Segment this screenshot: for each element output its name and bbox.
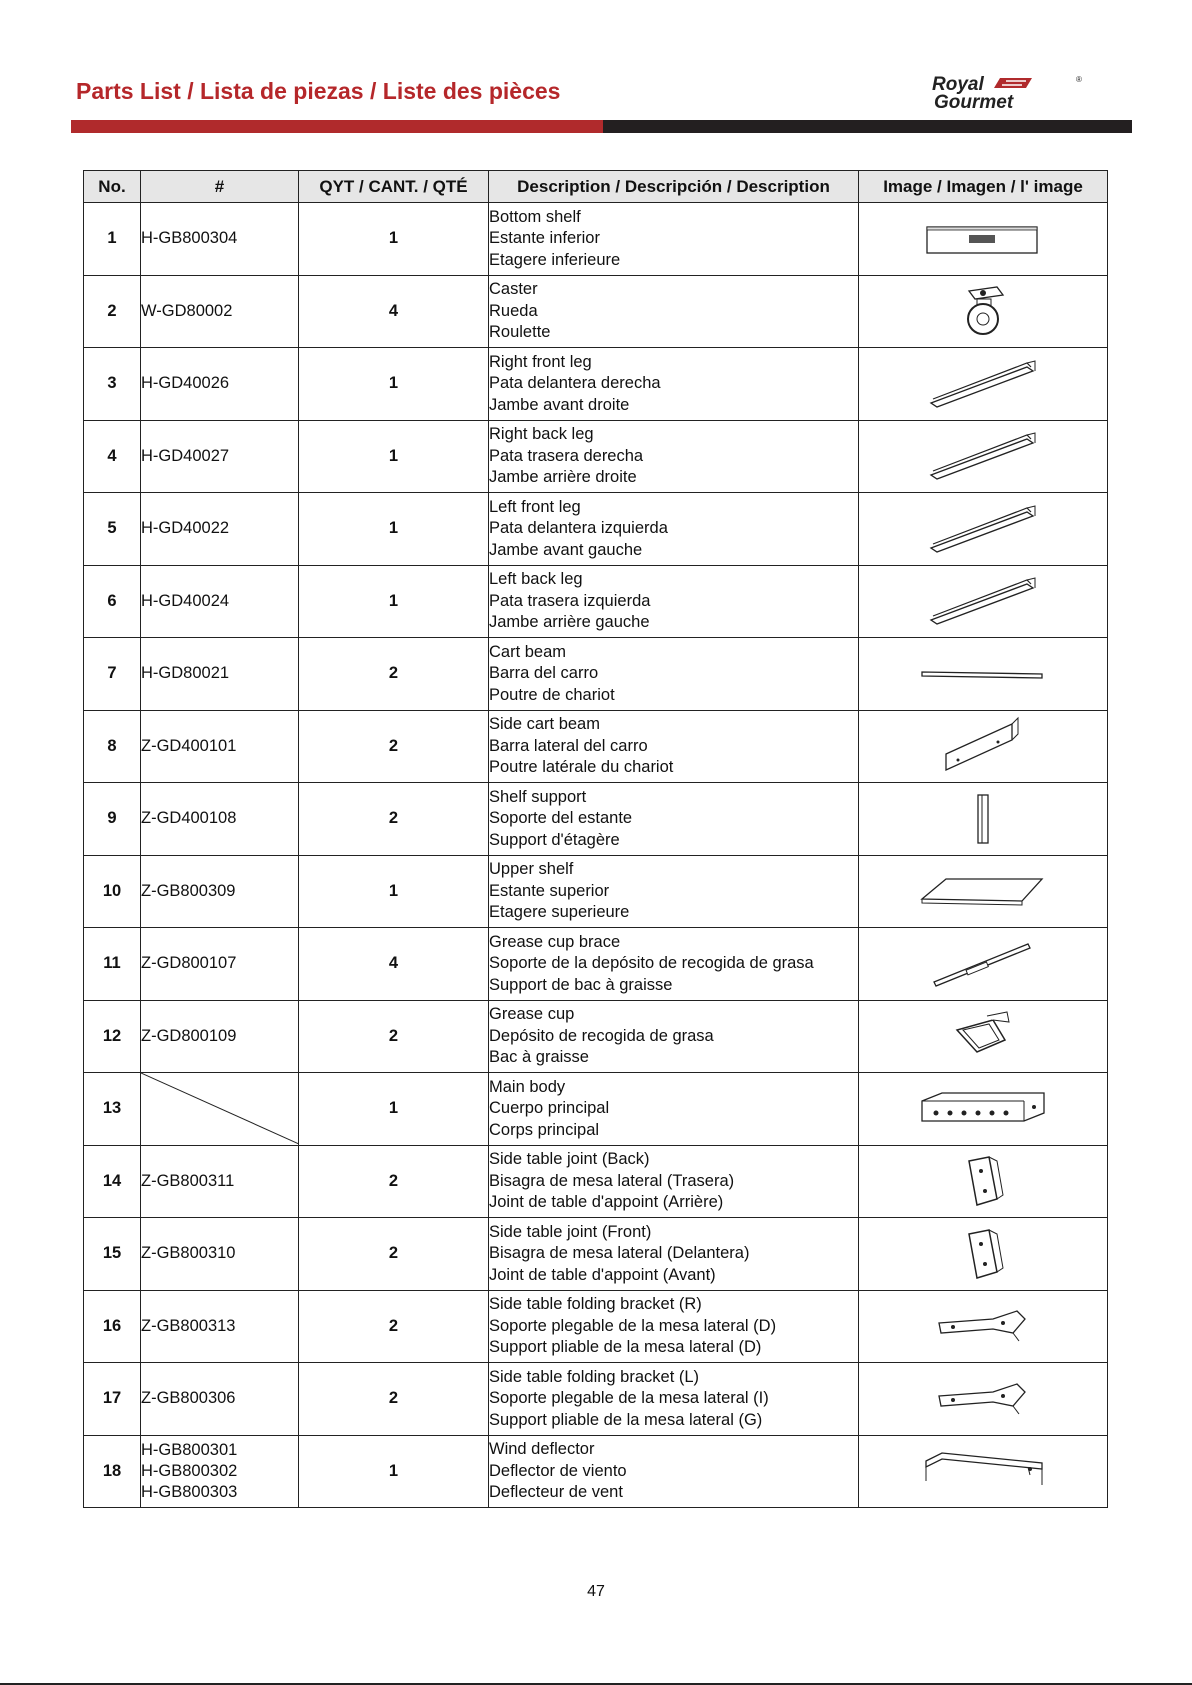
description-en: Shelf support — [489, 787, 587, 806]
description-fr: Poutre latérale du chariot — [489, 758, 674, 776]
description-en: Side table folding bracket (L) — [489, 1367, 700, 1386]
quantity-cell: 4 — [299, 928, 489, 1001]
description-fr: Support d'étagère — [489, 830, 620, 849]
quantity-cell: 1 — [299, 565, 489, 638]
table-row — [84, 928, 1108, 1001]
part-code-cell — [141, 855, 299, 928]
description-cell — [489, 1145, 859, 1218]
description-cell — [489, 1000, 859, 1073]
image-cell — [859, 348, 1108, 421]
description-fr: Jambe arrière droite — [489, 468, 637, 486]
part-code: H-GB800302 — [141, 1461, 238, 1480]
caster-icon — [953, 283, 1013, 339]
description-es: Soporte plegable de la mesa lateral (I) — [489, 1389, 769, 1407]
table-row — [84, 348, 1108, 421]
bracket-icon — [933, 1303, 1033, 1349]
header-quantity: QYT / CANT. / QTÉ — [299, 171, 489, 203]
header-no: No. — [84, 171, 141, 203]
description-fr: Etagere superieure — [489, 903, 630, 921]
part-code: H-GD40022 — [141, 519, 230, 538]
image-cell — [859, 928, 1108, 1001]
description-en: Cart beam — [489, 642, 567, 661]
table-row — [84, 855, 1108, 928]
part-code-cell — [141, 348, 299, 421]
quantity-cell: 2 — [299, 1218, 489, 1291]
description-en: Left front leg — [489, 497, 581, 516]
header-bar-black — [603, 120, 1132, 133]
part-code: Z-GB800311 — [141, 1171, 235, 1190]
quantity-cell: 1 — [299, 420, 489, 493]
description-fr: Joint de table d'appoint (Avant) — [489, 1265, 716, 1284]
description-en: Main body — [489, 1077, 566, 1096]
description-cell — [489, 783, 859, 856]
description-fr: Etagere inferieure — [489, 250, 621, 269]
image-cell — [859, 710, 1108, 783]
quantity-cell: 2 — [299, 638, 489, 711]
description-es: Bisagra de mesa lateral (Trasera) — [489, 1171, 735, 1190]
description-es: Barra del carro — [489, 664, 599, 682]
description-cell — [489, 203, 859, 276]
image-cell — [859, 275, 1108, 348]
description-fr: Bac à graisse — [489, 1048, 589, 1066]
description-cell — [489, 1218, 859, 1291]
table-row — [84, 1363, 1108, 1436]
description-cell — [489, 1290, 859, 1363]
part-code: Z-GB800313 — [141, 1316, 236, 1335]
image-cell — [859, 638, 1108, 711]
table-row — [84, 710, 1108, 783]
royal-gourmet-logo — [930, 72, 1100, 112]
part-code-cell — [141, 275, 299, 348]
part-code-cell — [141, 1290, 299, 1363]
part-code: Z-GD400108 — [141, 809, 237, 828]
description-en: Right back leg — [489, 425, 594, 443]
description-cell — [489, 638, 859, 711]
row-number: 15 — [84, 1218, 141, 1291]
table-row — [84, 203, 1108, 276]
table-row — [84, 565, 1108, 638]
wind-deflector-icon — [918, 1449, 1048, 1493]
side-beam-icon — [938, 714, 1028, 778]
description-fr: Jambe avant gauche — [489, 540, 643, 559]
logo-text-line2: Gourmet — [934, 92, 1014, 112]
part-code-cell — [141, 565, 299, 638]
image-cell — [859, 565, 1108, 638]
description-en: Side cart beam — [489, 715, 600, 733]
part-code-cell — [141, 420, 299, 493]
table-row — [84, 1000, 1108, 1073]
quantity-cell: 2 — [299, 1290, 489, 1363]
quantity-cell: 1 — [299, 203, 489, 276]
part-code: H-GB800304 — [141, 229, 238, 248]
header-image: Image / Imagen / l' image — [859, 171, 1108, 203]
description-es: Pata trasera izquierda — [489, 591, 651, 610]
page-title: Parts List / Lista de piezas / Liste des pièces — [76, 78, 561, 104]
description-es: Soporte de la depósito de recogida de grasa — [489, 954, 814, 972]
part-code-cell — [141, 928, 299, 1001]
row-number: 11 — [84, 928, 141, 1001]
shelf-support-icon — [973, 791, 993, 847]
image-cell — [859, 1435, 1108, 1508]
description-en: Side table joint (Back) — [489, 1150, 650, 1168]
description-fr: Support pliable de la mesa lateral (D) — [489, 1338, 762, 1356]
description-es: Soporte plegable de la mesa lateral (D) — [489, 1316, 777, 1335]
table-header-row — [84, 171, 1108, 203]
row-number: 9 — [84, 783, 141, 856]
description-fr: Support pliable de la mesa lateral (G) — [489, 1410, 763, 1429]
empty-cell-diagonal — [141, 1073, 299, 1144]
part-code-cell — [141, 710, 299, 783]
header-bar-red — [71, 120, 603, 133]
bracket-icon — [933, 1376, 1033, 1422]
table-row — [84, 638, 1108, 711]
logo-registered-mark: ® — [1076, 75, 1082, 84]
description-es: Pata delantera izquierda — [489, 519, 668, 537]
description-cell — [489, 855, 859, 928]
part-code: H-GD40027 — [141, 446, 230, 465]
image-cell — [859, 855, 1108, 928]
leg-icon — [923, 429, 1043, 483]
image-cell — [859, 1000, 1108, 1073]
header-description: Description / Descripción / Description — [489, 171, 859, 203]
leg-icon — [923, 502, 1043, 556]
quantity-cell: 2 — [299, 783, 489, 856]
description-cell — [489, 710, 859, 783]
part-code: Z-GD800109 — [141, 1026, 237, 1045]
quantity-cell: 1 — [299, 1435, 489, 1508]
description-es: Estante inferior — [489, 229, 600, 247]
description-es: Bisagra de mesa lateral (Delantera) — [489, 1244, 750, 1262]
table-row — [84, 275, 1108, 348]
logo-flame-icon — [994, 78, 1032, 88]
description-en: Upper shelf — [489, 860, 574, 878]
table-row — [84, 420, 1108, 493]
description-cell — [489, 928, 859, 1001]
upper-shelf-icon — [918, 871, 1048, 911]
row-number: 1 — [84, 203, 141, 276]
page-number: 47 — [587, 1583, 605, 1600]
description-es: Depósito de recogida de grasa — [489, 1026, 714, 1045]
part-code: Z-GD400101 — [141, 736, 237, 755]
description-es: Estante superior — [489, 881, 610, 900]
quantity-cell: 2 — [299, 1145, 489, 1218]
part-code: Z-GB800309 — [141, 881, 236, 900]
quantity-cell: 2 — [299, 1363, 489, 1436]
description-en: Grease cup brace — [489, 932, 621, 951]
part-code-cell — [141, 1145, 299, 1218]
description-es: Pata delantera derecha — [489, 374, 661, 392]
table-row — [84, 1145, 1108, 1218]
table-row — [84, 783, 1108, 856]
table-row — [84, 1218, 1108, 1291]
quantity-cell: 1 — [299, 855, 489, 928]
quantity-cell: 4 — [299, 275, 489, 348]
description-en: Side table joint (Front) — [489, 1222, 652, 1241]
description-es: Soporte del estante — [489, 809, 633, 827]
row-number: 18 — [84, 1435, 141, 1508]
description-es: Cuerpo principal — [489, 1099, 610, 1117]
part-code-cell — [141, 1000, 299, 1073]
description-cell — [489, 420, 859, 493]
row-number: 7 — [84, 638, 141, 711]
part-code: H-GD80021 — [141, 664, 230, 683]
parts-table — [83, 170, 1108, 1508]
description-en: Wind deflector — [489, 1440, 595, 1458]
part-code: H-GD40024 — [141, 591, 230, 610]
part-code: H-GB800301 — [141, 1440, 238, 1459]
part-code: H-GD40026 — [141, 374, 230, 393]
description-en: Bottom shelf — [489, 207, 581, 226]
grease-cup-icon — [943, 1008, 1023, 1064]
joint-icon — [953, 1224, 1013, 1284]
quantity-cell: 1 — [299, 348, 489, 421]
description-cell — [489, 348, 859, 421]
description-en: Grease cup — [489, 1005, 575, 1023]
description-fr: Joint de table d'appoint (Arrière) — [489, 1193, 724, 1211]
row-number: 13 — [84, 1073, 141, 1146]
part-code: Z-GB800306 — [141, 1389, 236, 1408]
part-code-cell — [141, 638, 299, 711]
part-code: W-GD80002 — [141, 301, 233, 320]
image-cell — [859, 783, 1108, 856]
part-code-cell — [141, 1435, 299, 1508]
description-fr: Support de bac à graisse — [489, 975, 673, 994]
description-cell — [489, 1363, 859, 1436]
image-cell — [859, 1363, 1108, 1436]
part-code-cell — [141, 1363, 299, 1436]
description-fr: Poutre de chariot — [489, 685, 615, 704]
row-number: 10 — [84, 855, 141, 928]
quantity-cell: 1 — [299, 493, 489, 566]
description-fr: Deflecteur de vent — [489, 1483, 623, 1501]
part-code-cell — [141, 493, 299, 566]
description-es: Deflector de viento — [489, 1461, 627, 1480]
description-cell — [489, 493, 859, 566]
part-code: H-GB800303 — [141, 1482, 238, 1501]
description-cell — [489, 1435, 859, 1508]
description-cell — [489, 565, 859, 638]
image-cell — [859, 1218, 1108, 1291]
row-number: 17 — [84, 1363, 141, 1436]
row-number: 5 — [84, 493, 141, 566]
image-cell — [859, 420, 1108, 493]
image-cell — [859, 493, 1108, 566]
part-code: Z-GD800107 — [141, 954, 237, 973]
brace-icon — [928, 936, 1038, 992]
description-en: Left back leg — [489, 570, 583, 588]
leg-icon — [923, 574, 1043, 628]
table-row — [84, 1073, 1108, 1146]
description-fr: Jambe avant droite — [489, 395, 630, 414]
logo-text-line1: Royal — [932, 74, 984, 95]
description-cell — [489, 1073, 859, 1146]
row-number: 6 — [84, 565, 141, 638]
image-cell — [859, 203, 1108, 276]
main-body-icon — [918, 1087, 1048, 1131]
image-cell — [859, 1290, 1108, 1363]
joint-icon — [953, 1151, 1013, 1211]
quantity-cell: 2 — [299, 1000, 489, 1073]
row-number: 8 — [84, 710, 141, 783]
row-number: 12 — [84, 1000, 141, 1073]
part-code-cell — [141, 1218, 299, 1291]
table-row — [84, 1435, 1108, 1508]
row-number: 4 — [84, 420, 141, 493]
bottom-shelf-icon — [923, 219, 1043, 259]
part-code-cell — [141, 783, 299, 856]
description-fr: Jambe arrière gauche — [489, 613, 650, 631]
description-en: Side table folding bracket (R) — [489, 1295, 702, 1313]
image-cell — [859, 1073, 1108, 1146]
table-row — [84, 1290, 1108, 1363]
image-cell — [859, 1145, 1108, 1218]
part-code-cell — [141, 1073, 299, 1146]
part-code: Z-GB800310 — [141, 1244, 236, 1263]
description-en: Right front leg — [489, 352, 592, 371]
description-es: Pata trasera derecha — [489, 446, 644, 465]
description-es: Rueda — [489, 301, 538, 320]
quantity-cell: 1 — [299, 1073, 489, 1146]
description-fr: Roulette — [489, 323, 551, 341]
row-number: 3 — [84, 348, 141, 421]
description-cell — [489, 275, 859, 348]
description-en: Caster — [489, 280, 538, 298]
table-row — [84, 493, 1108, 566]
description-fr: Corps principal — [489, 1120, 600, 1139]
part-code-cell — [141, 203, 299, 276]
row-number: 2 — [84, 275, 141, 348]
quantity-cell: 2 — [299, 710, 489, 783]
description-es: Barra lateral del carro — [489, 736, 648, 755]
leg-icon — [923, 357, 1043, 411]
header-part-code: # — [141, 171, 299, 203]
beam-icon — [918, 664, 1048, 684]
row-number: 16 — [84, 1290, 141, 1363]
row-number: 14 — [84, 1145, 141, 1218]
